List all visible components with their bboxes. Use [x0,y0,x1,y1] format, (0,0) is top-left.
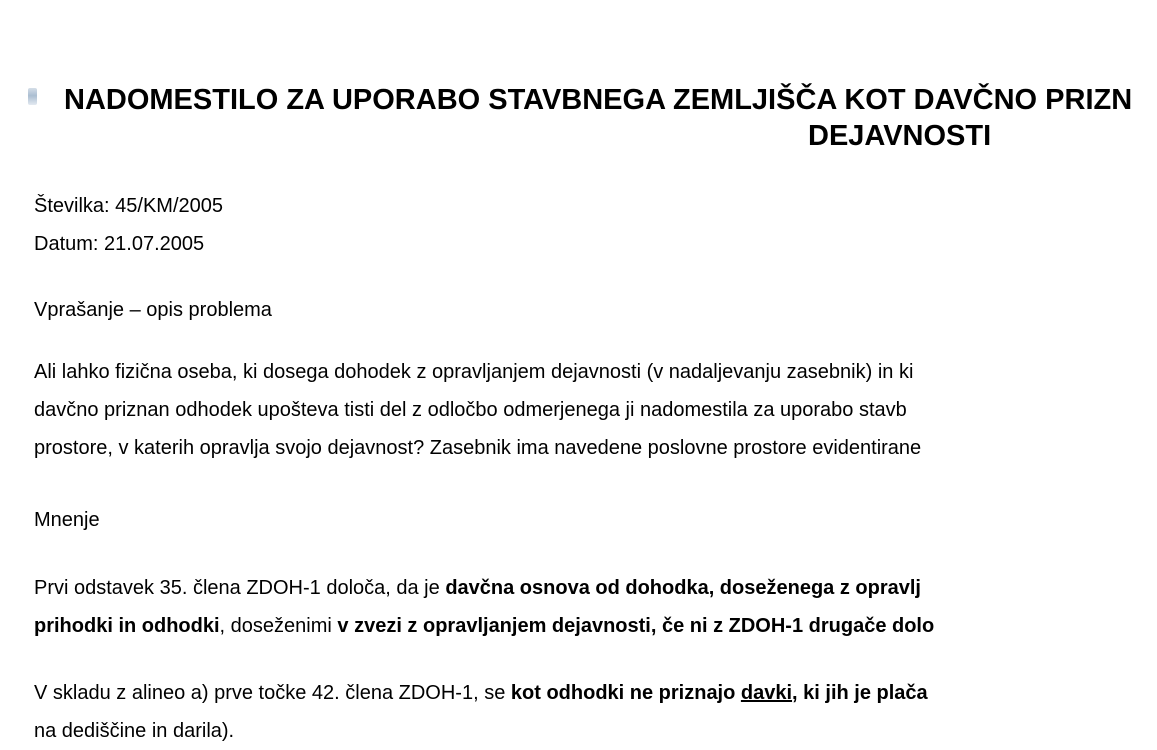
question-heading [0,291,1157,329]
document-meta [0,187,1157,263]
opinion-paragraph-1 [0,569,1157,645]
document-date: Datum: 21.07.2005 [34,233,205,255]
opinion-heading [0,501,1157,539]
text-line: davčno priznan odhodek upošteva tisti del z odločbo odmerjenega ji nadomestila za uporabo stavb [34,399,907,421]
opinion-heading-text: Mnenje [34,509,100,531]
text-line: prihodki in odhodki, doseženimi v zvezi z opravljanjem dejavnosti, če ni z ZDOH-1 drugače dolo [34,615,935,637]
question-paragraph [0,353,1157,467]
title-line-1: NADOMESTILO ZA UPORABO STAVBNEGA ZEMLJIŠČA KOT DAVČNO PRIZN [64,84,1133,116]
text-line: Prvi odstavek 35. člena ZDOH-1 določa, da je davčna osnova od dohodka, doseženega z opravlj [34,577,921,599]
question-heading-text: Vprašanje – opis problema [34,299,272,321]
text-line: Ali lahko fizična oseba, ki dosega dohodek z opravljanjem dejavnosti (v nadaljevanju zasebnik) in ki [34,361,914,383]
title-line-2: DEJAVNOSTI [808,120,992,152]
text-line: prostore, v katerih opravlja svojo dejavnost? Zasebnik ima navedene poslovne prostore evidentirane [34,437,922,459]
document-title [0,82,1157,154]
document-body [0,187,1157,750]
text-line: V skladu z alineo a) prve točke 42. člena ZDOH-1, se kot odhodki ne priznajo davki, ki jih je plača [34,682,928,704]
opinion-paragraph-2 [0,674,1157,750]
artifact-icon [28,88,37,105]
text-line: na dediščine in darila). [34,720,235,742]
document-number: Številka: 45/KM/2005 [34,195,223,217]
